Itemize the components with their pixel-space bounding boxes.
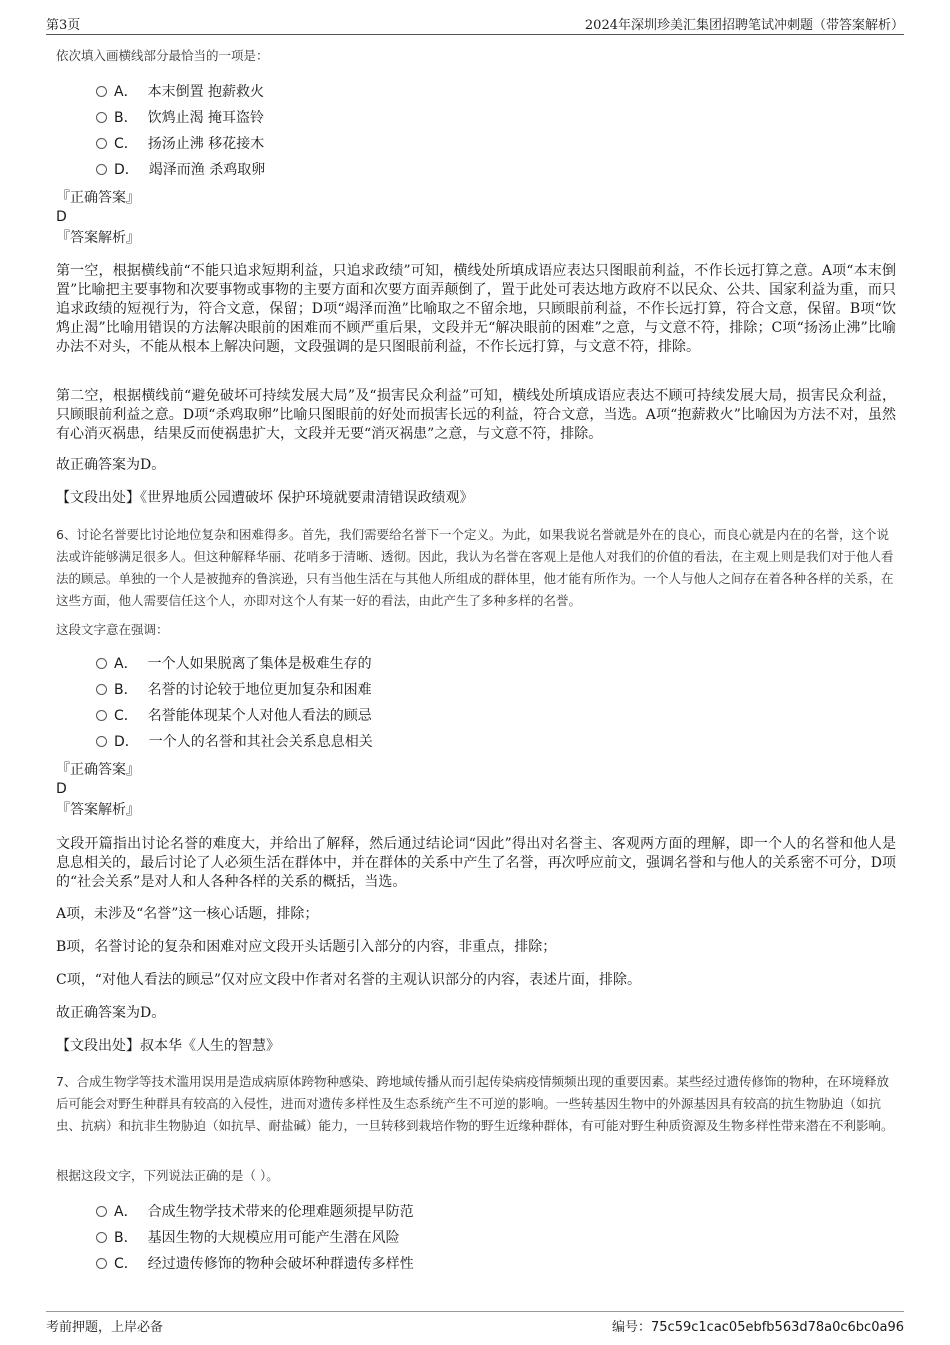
q6-answer-label: 『正确答案』 [56, 762, 140, 778]
q7-option-b[interactable]: B． 基因生物的大规模应用可能产生潜在风险 [96, 1228, 400, 1248]
radio-icon[interactable] [96, 684, 107, 695]
q6-analysis-a: A项，未涉及“名誉”这一核心话题，排除； [56, 906, 319, 922]
radio-icon[interactable] [96, 1232, 107, 1243]
radio-icon[interactable] [96, 164, 107, 175]
q5-answer-label: 『正确答案』 [56, 190, 140, 206]
q6-option-c[interactable]: C． 名誉能体现某个人对他人看法的顾忌 [96, 706, 372, 726]
q6-stem: 6、讨论名誉要比讨论地位复杂和困难得多。首先，我们需要给名誉下一个定义。为此，如果我说名誉就是外在的良心，而良心就是内在的名誉，这个说法或许能够满足很多人。但这种解释华丽、花哨多于清晰、透彻。因此，我认为名誉在客观上是他人对我们的价值的看法，在主观上则是我们对于他人看法的顾忌。单独的一个人是被抛弃的鲁滨逊，只有当他生活在与其他人所组成的群体里，他才能有所作为。一个人与他人之间存在着各种各样的关系，在这些方面，他人需要信任这个人，亦即对这个人有某一好的看法，由此产生了多种多样的名誉。 [56, 527, 894, 608]
q6-answer: D [56, 781, 67, 797]
q5-conclusion: 故正确答案为D。 [56, 457, 166, 473]
q5-prompt: 依次填入画横线部分最恰当的一项是： [56, 48, 269, 63]
radio-icon[interactable] [96, 1206, 107, 1217]
page-footer [46, 1311, 904, 1336]
q7-option-c[interactable]: C． 经过遗传修饰的物种会破坏种群遗传多样性 [96, 1254, 414, 1274]
q5-source: 【文段出处】《世界地质公园遭破坏 保护环境就要肃清错误政绩观》 [56, 490, 474, 506]
document-code: 编号：75c59c1cac05ebfb563d78a0c6bc0a96 [612, 1320, 904, 1335]
document-title: 2024年深圳珍美汇集团招聘笔试冲刺题（带答案解析） [584, 18, 904, 33]
page-header [46, 10, 904, 35]
radio-icon[interactable] [96, 112, 107, 123]
q6-conclusion: 故正确答案为D。 [56, 1005, 166, 1021]
radio-icon[interactable] [96, 138, 107, 149]
radio-icon[interactable] [96, 86, 107, 97]
q6-source: 【文段出处】叔本华《人生的智慧》 [56, 1038, 280, 1054]
q5-option-a[interactable]: A． 本末倒置 抱薪救火 [96, 82, 264, 102]
q5-option-c[interactable]: C． 扬汤止沸 移花接木 [96, 134, 264, 154]
q6-option-d[interactable]: D． 一个人的名誉和其社会关系息息相关 [96, 732, 373, 752]
q7-stem: 7、合成生物学等技术滥用误用是造成病原体跨物种感染、跨地域传播从而引起传染病疫情频频出现的重要因素。某些经过遗传修饰的物种，在环境释放后可能会对野生种群具有较高的入侵性，进而对遗传多样性及生态系统产生不可逆的影响。一些转基因生物中的外源基因具有较高的抗生物胁迫（如抗虫、抗病）和抗非生物胁迫（如抗旱、耐盐碱）能力，一旦转移到栽培作物的野生近缘种群体，有可能对野生种质资源及生物多样性带来潜在不利影响。 [56, 1074, 894, 1133]
q5-answer: D [56, 209, 67, 225]
q6-option-b[interactable]: B． 名誉的讨论较于地位更加复杂和困难 [96, 680, 372, 700]
q5-analysis-label: 『答案解析』 [56, 230, 140, 246]
q6-analysis-para-1: 文段开篇指出讨论名誉的难度大，并给出了解释，然后通过结论词“因此”得出对名誉主、客观两方面的理解，即一个人的名誉和他人是息息相关的，最后讨论了人必须生活在群体中，并在群体的关系中产生了名誉，再次呼应前文，强调名誉和与他人的关系密不可分，D项的“社会关系”是对人和人各种各样的关系的概括，当选。 [56, 836, 896, 890]
radio-icon[interactable] [96, 1258, 107, 1269]
q5-analysis-para-2: 第二空，根据横线前“避免破坏可持续发展大局”及“损害民众利益”可知，横线处所填成语应表达不顾可持续发展大局，损害民众利益，只顾眼前利益之意。D项“杀鸡取卵”比喻只图眼前的好处而损害长远的利益，符合文意，当选。A项“抱薪救火”比喻因为方法不对，虽然有心消灭祸患，结果反而使祸患扩大，文段并无要“消灭祸患”之意，与文意不符，排除。 [56, 388, 896, 442]
radio-icon[interactable] [96, 710, 107, 721]
footer-slogan: 考前押题，上岸必备 [46, 1320, 164, 1335]
q6-option-a[interactable]: A． 一个人如果脱离了集体是极难生存的 [96, 654, 372, 674]
q6-analysis-c: C项，“对他人看法的顾忌”仅对应文段中作者对名誉的主观认识部分的内容，表述片面，排除。 [56, 972, 642, 988]
q6-prompt: 这段文字意在强调： [56, 622, 169, 637]
q7-prompt: 根据这段文字，下列说法正确的是（ ）。 [56, 1168, 279, 1183]
q5-analysis-para-1: 第一空，根据横线前“不能只追求短期利益，只追求政绩”可知，横线处所填成语应表达只图眼前利益，不作长远打算之意。A项“本末倒置”比喻把主要事物和次要事物或事物的主要方面和次要方面弄颠倒了，置于此处可表达地方政府不以民众、公共、国家利益为重，而只追求政绩的短视行为，符合文意，保留；D项“竭泽而渔”比喻取之不留余地，只顾眼前利益，不作长远打算，符合文意，保留。B项“饮鸩止渴”比喻用错误的方法解决眼前的困难而不顾严重后果，文段并无“解决眼前的困难”之意，与文意不符，排除；C项“扬汤止沸”比喻办法不对头，不能从根本上解决问题，文段强调的是只图眼前利益，不作长远打算，与文意不符，排除。 [56, 263, 896, 355]
q6-analysis-label: 『答案解析』 [56, 802, 140, 818]
radio-icon[interactable] [96, 736, 107, 747]
radio-icon[interactable] [96, 658, 107, 669]
q7-option-a[interactable]: A． 合成生物学技术带来的伦理难题须提早防范 [96, 1202, 414, 1222]
q5-option-b[interactable]: B． 饮鸩止渴 掩耳盗铃 [96, 108, 264, 128]
page-number: 第3页 [46, 18, 81, 33]
q6-analysis-b: B项，名誉讨论的复杂和困难对应文段开头话题引入部分的内容，非重点，排除； [56, 939, 557, 955]
q5-option-d[interactable]: D． 竭泽而渔 杀鸡取卵 [96, 160, 265, 180]
